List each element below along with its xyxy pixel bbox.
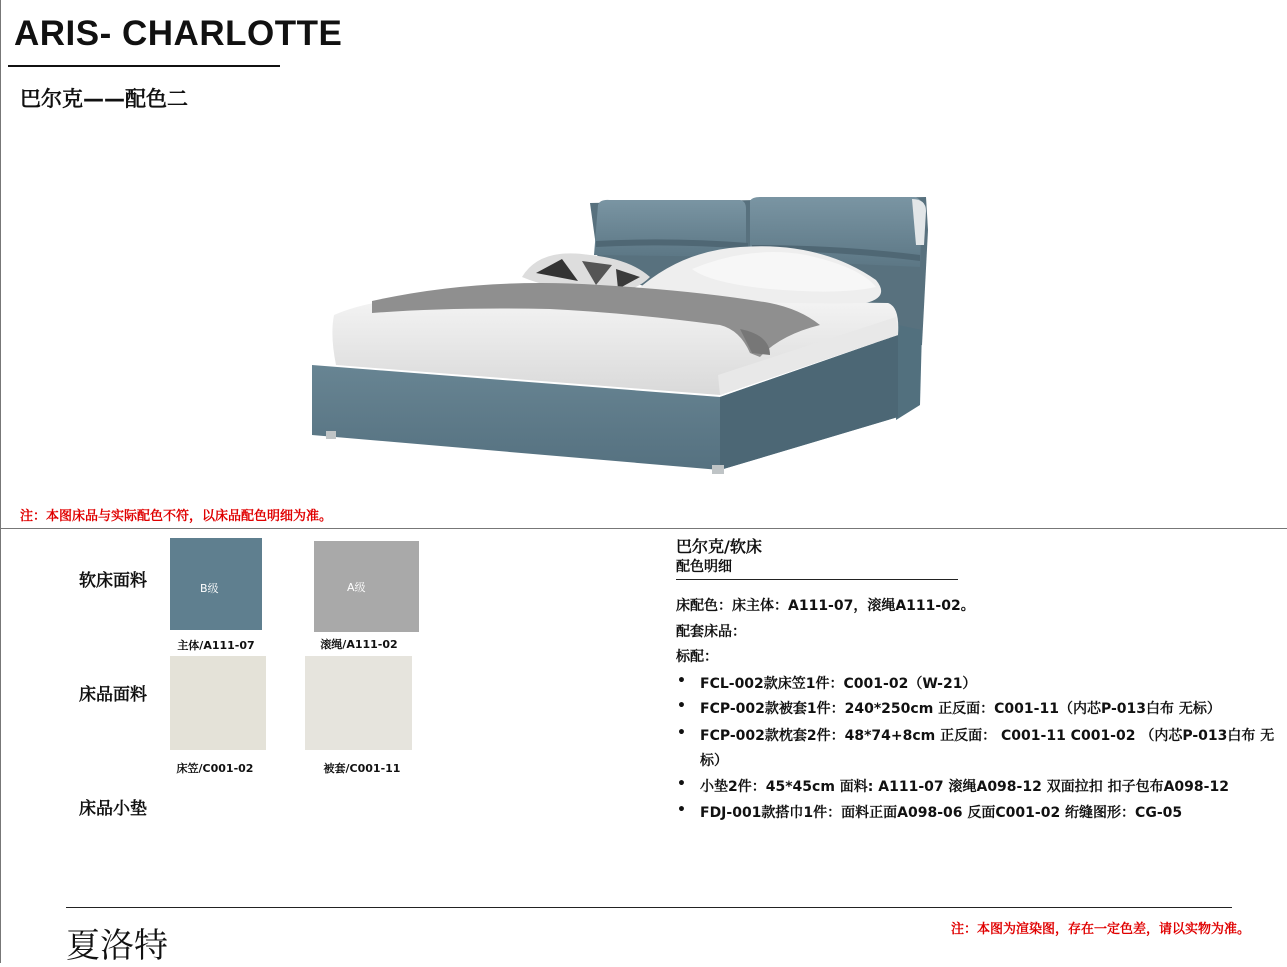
- page-title: ARIS- CHARLOTTE: [14, 14, 343, 53]
- bullet: •: [677, 776, 686, 792]
- spec-underline: [676, 579, 958, 580]
- bullet: •: [677, 673, 686, 689]
- section-label-soft-bed-fabric: 软床面料: [79, 571, 147, 591]
- page-subtitle: 巴尔克——配色二: [20, 87, 188, 111]
- spec-title: 巴尔克/软床: [676, 537, 762, 556]
- title-underline: [8, 65, 280, 67]
- spec-item-continuation: 标）: [700, 753, 728, 769]
- swatch-caption: 滚绳/A111-02: [320, 638, 398, 651]
- spec-item: FCP-002款被套1件：240*250cm 正反面：C001-11（内芯P-013白布 无标）: [700, 701, 1221, 717]
- swatch-caption: 床笠/C001-02: [176, 762, 254, 775]
- spec-item: FCL-002款床笠1件：C001-02（W-21）: [700, 676, 977, 692]
- fabric-swatch-fitted-sheet: [170, 656, 266, 750]
- brand-name: 夏洛特: [66, 926, 168, 966]
- bed-illustration: [300, 185, 940, 485]
- swatch-grade-tag: B级: [200, 582, 219, 595]
- section-divider: [0, 528, 1287, 529]
- spec-item: FCP-002款枕套2件：48*74+8cm 正反面： C001-11 C001-02 （内芯P-013白布 无: [700, 728, 1275, 744]
- note-top: 注：本图床品与实际配色不符，以床品配色明细为准。: [20, 509, 333, 524]
- spec-bedding: 配套床品：: [676, 624, 746, 640]
- section-label-bedding-fabric: 床品面料: [79, 685, 147, 705]
- spec-bed-color: 床配色：床主体：A111-07，滚绳A111-02。: [676, 598, 975, 614]
- bullet: •: [677, 802, 686, 818]
- page-left-border: [0, 0, 1, 963]
- spec-item: FDJ-001款搭巾1件：面料正面A098-06 反面C001-02 绗缝图形：CG-05: [700, 805, 1183, 821]
- bed-foot: [326, 431, 336, 439]
- footer-divider: [66, 907, 1232, 908]
- note-bottom: 注：本图为渲染图，存在一定色差，请以实物为准。: [951, 922, 1251, 937]
- swatch-caption: 被套/C001-11: [323, 762, 401, 775]
- bed-foot: [712, 465, 724, 474]
- bullet: •: [677, 698, 686, 714]
- fabric-swatch-duvet-cover: [305, 656, 412, 750]
- spec-subtitle: 配色明细: [676, 559, 732, 575]
- fabric-swatch-piping: [314, 541, 419, 632]
- bullet: •: [677, 725, 686, 741]
- spec-standard: 标配：: [676, 649, 718, 665]
- headboard-cushion-left: [594, 200, 746, 257]
- swatch-caption: 主体/A111-07: [177, 639, 255, 652]
- swatch-grade-tag: A级: [347, 581, 366, 594]
- fabric-swatch-main: [170, 538, 262, 630]
- section-label-bedding-cushion: 床品小垫: [79, 799, 147, 819]
- spec-item: 小垫2件：45*45cm 面料: A111-07 滚绳A098-12 双面拉扣 扣子包布A098-12: [700, 779, 1229, 795]
